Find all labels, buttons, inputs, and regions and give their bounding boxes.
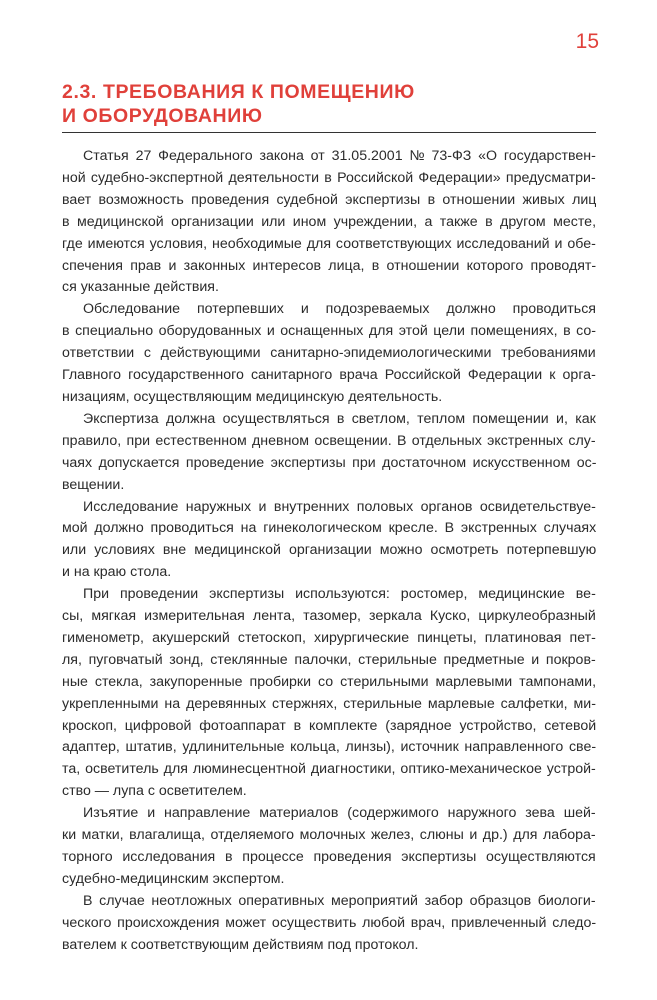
paragraph-line: где имеются условия, необходимые для соответствующих исследований и обе- [62, 235, 596, 252]
paragraph-line: ные стекла, закупоренные пробирки со стерильными марлевыми тампонами, [62, 673, 596, 690]
paragraph-line: чаях допускается проведение экспертизы при достаточном искусственном ос- [62, 454, 596, 471]
paragraph [62, 891, 596, 957]
paragraph-line: гименометр, акушерский стетоскоп, хирургические пинцеты, платиновая пет- [62, 629, 596, 646]
paragraph-line: Главного государственного санитарного врача Российской Федерации к орга- [62, 367, 596, 384]
paragraph [62, 146, 596, 299]
paragraph-line: низациям, осуществляющим медицинскую деятельность. [62, 388, 443, 405]
paragraph-line: Исследование наружных и внутренних половых органов освидетельствуе- [83, 498, 596, 515]
paragraph-line: укрепленными на деревянных стержнях, стерильные марлевые салфетки, ми- [62, 695, 596, 712]
paragraph-line: сы, мягкая измерительная лента, тазомер, зеркала Куско, циркулеобразный [62, 608, 596, 625]
paragraph-line: При проведении экспертизы используются: ростомер, медицинские ве- [83, 586, 596, 603]
paragraph-line: ки матки, влагалища, отделяемого молочных желез, слюны и др.) для лабора- [62, 827, 596, 844]
paragraph-line: судебно-медицинским экспертом. [62, 870, 285, 887]
paragraph-line: адаптер, штатив, удлинительные кольца, линзы), источник направленного све- [62, 739, 596, 756]
paragraph-line: кроскоп, цифровой фотоаппарат в комплекте (зарядное устройство, сетевой [62, 717, 596, 734]
paragraph-line: ство — лупа с осветителем. [62, 783, 247, 800]
paragraph-line: ческого происхождения может осуществить любой врач, привлеченный следо- [62, 914, 596, 931]
paragraph-line: вателем к соответствующим действиям под протокол. [62, 936, 419, 953]
paragraph-line: Изъятие и направление материалов (содержимого наружного зева шей- [83, 805, 596, 822]
paragraph [62, 409, 596, 497]
paragraph-line: Обследование потерпевших и подозреваемых должно проводиться [83, 301, 596, 318]
section-heading [62, 80, 596, 133]
paragraph-line: вещении. [62, 476, 125, 493]
paragraph-line: торного исследования в процессе проведения экспертизы осуществляются [62, 849, 596, 865]
paragraph-line: ной судебно-экспертной деятельности в Российской Федерации» предусматри- [62, 169, 596, 186]
paragraph-line: мой должно проводиться на гинекологическом кресле. В экстренных случаях [62, 520, 596, 537]
paragraph-line: та, осветитель для люминесцентной диагностики, оптико-механическое устрой- [62, 761, 596, 778]
paragraph-line: и на краю стола. [62, 564, 172, 581]
paragraph-line: или условиях вне медицинской организации можно осмотреть потерпевшую [62, 542, 596, 559]
paragraph-line: правило, при естественном дневном освещении. В отдельных экстренных слу- [62, 432, 596, 449]
paragraph [62, 299, 596, 409]
section-heading-line-1: 2.3. ТРЕБОВАНИЯ К ПОМЕЩЕНИЮ [62, 81, 415, 103]
paragraph-line: ответствии с действующими санитарно-эпидемиологическими требованиями [62, 345, 596, 362]
paragraph-line: вает возможность проведения судебной экспертизы в отношении живых лиц [62, 191, 596, 208]
paragraph-line: в специально оборудованных и оснащенных для этой цели помещениях, в со- [62, 323, 596, 340]
paragraph-line: в медицинской организации или ином учреждении, а также в другом месте, [62, 213, 596, 230]
section-heading-line-2: И ОБОРУДОВАНИЮ [62, 105, 263, 127]
paragraph [62, 584, 596, 803]
paragraph-line: ля, пуговчатый зонд, стеклянные палочки, стерильные предметные и покров- [62, 651, 596, 668]
body-text [62, 146, 596, 957]
paragraph-line: В случае неотложных оперативных мероприятий забор образцов биологи- [83, 892, 596, 909]
paragraph-line: ся указанные действия. [62, 279, 219, 296]
paragraph-line: Экспертиза должна осуществляться в светлом, теплом помещении и, как [83, 410, 596, 427]
paragraph-line: спечения прав и законных интересов лица, в отношении которого проводят- [62, 257, 596, 274]
paragraph-line: Статья 27 Федерального закона от 31.05.2001 № 73-ФЗ «О государствен- [83, 148, 596, 164]
paragraph [62, 803, 596, 891]
page-number: 15 [575, 30, 599, 53]
paragraph [62, 497, 596, 585]
